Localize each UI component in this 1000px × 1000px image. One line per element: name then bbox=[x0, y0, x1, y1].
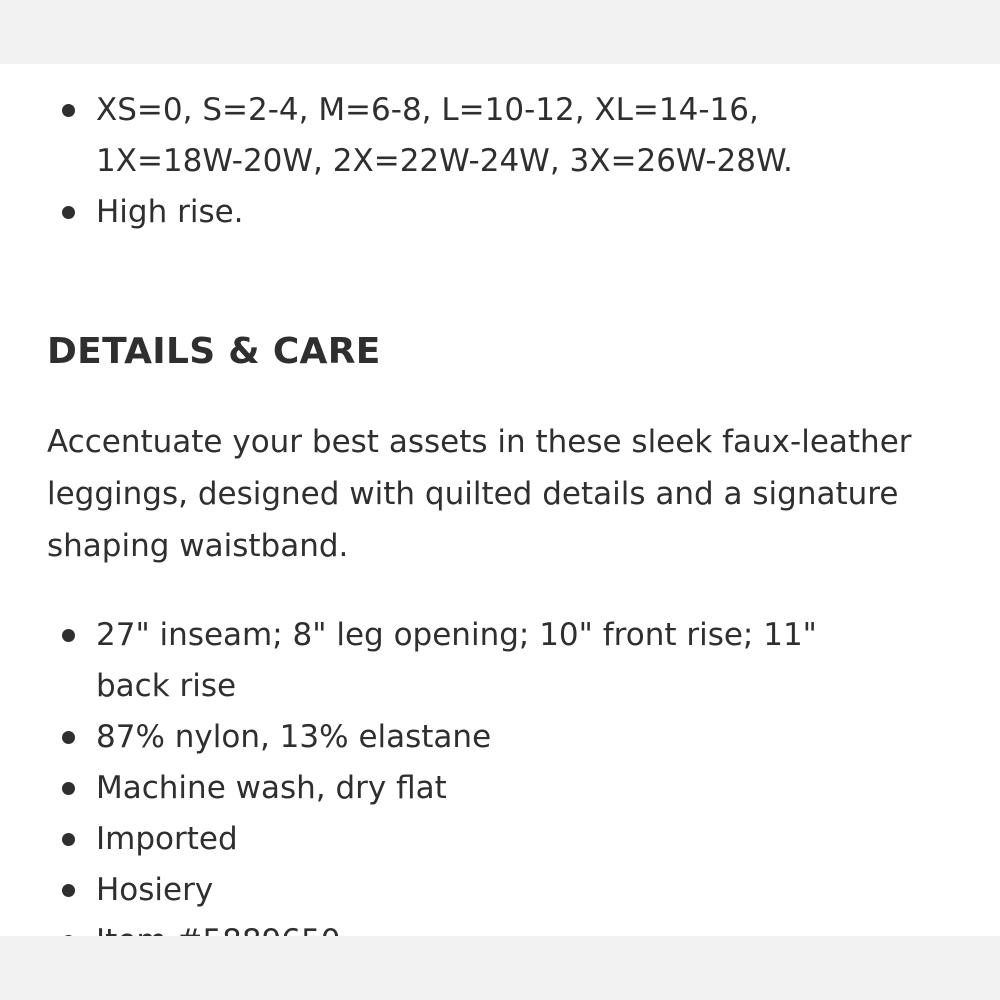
bottom-browser-bar bbox=[0, 936, 1000, 1000]
list-item-text: Imported bbox=[96, 821, 238, 857]
bullet-dot bbox=[62, 629, 75, 642]
list-item bbox=[0, 85, 1000, 187]
details-care-list bbox=[0, 610, 1000, 967]
list-item-text: 87% nylon, 13% elastane bbox=[96, 719, 492, 755]
list-item bbox=[0, 712, 1000, 763]
list-item bbox=[0, 865, 1000, 916]
product-details-content bbox=[0, 64, 1000, 936]
list-item-text: High rise. bbox=[96, 194, 244, 230]
bullet-dot bbox=[62, 884, 75, 897]
list-item bbox=[0, 610, 1000, 712]
list-item-text: Machine wash, dry flat bbox=[96, 770, 447, 806]
size-feature-list bbox=[0, 85, 1000, 238]
top-browser-bar bbox=[0, 0, 1000, 64]
bullet-dot bbox=[62, 833, 75, 846]
list-item-text: Hosiery bbox=[96, 872, 214, 908]
list-item bbox=[0, 763, 1000, 814]
bullet-dot bbox=[62, 782, 75, 795]
list-item-text: 27" inseam; 8" leg opening; 10" front rise; 11" back rise bbox=[96, 617, 817, 704]
list-item bbox=[0, 187, 1000, 238]
bullet-dot bbox=[62, 104, 75, 117]
bullet-dot bbox=[62, 731, 75, 744]
bullet-dot bbox=[62, 206, 75, 219]
product-description: Accentuate your best assets in these sleek faux-leather leggings, designed with quilted details and a signature shaping waistband. bbox=[47, 424, 912, 564]
details-care-heading: DETAILS & CARE bbox=[47, 331, 381, 372]
list-item bbox=[0, 814, 1000, 865]
list-item-text: XS=0, S=2-4, M=6-8, L=10-12, XL=14-16, 1X=18W-20W, 2X=22W-24W, 3X=26W-28W. bbox=[96, 92, 793, 179]
